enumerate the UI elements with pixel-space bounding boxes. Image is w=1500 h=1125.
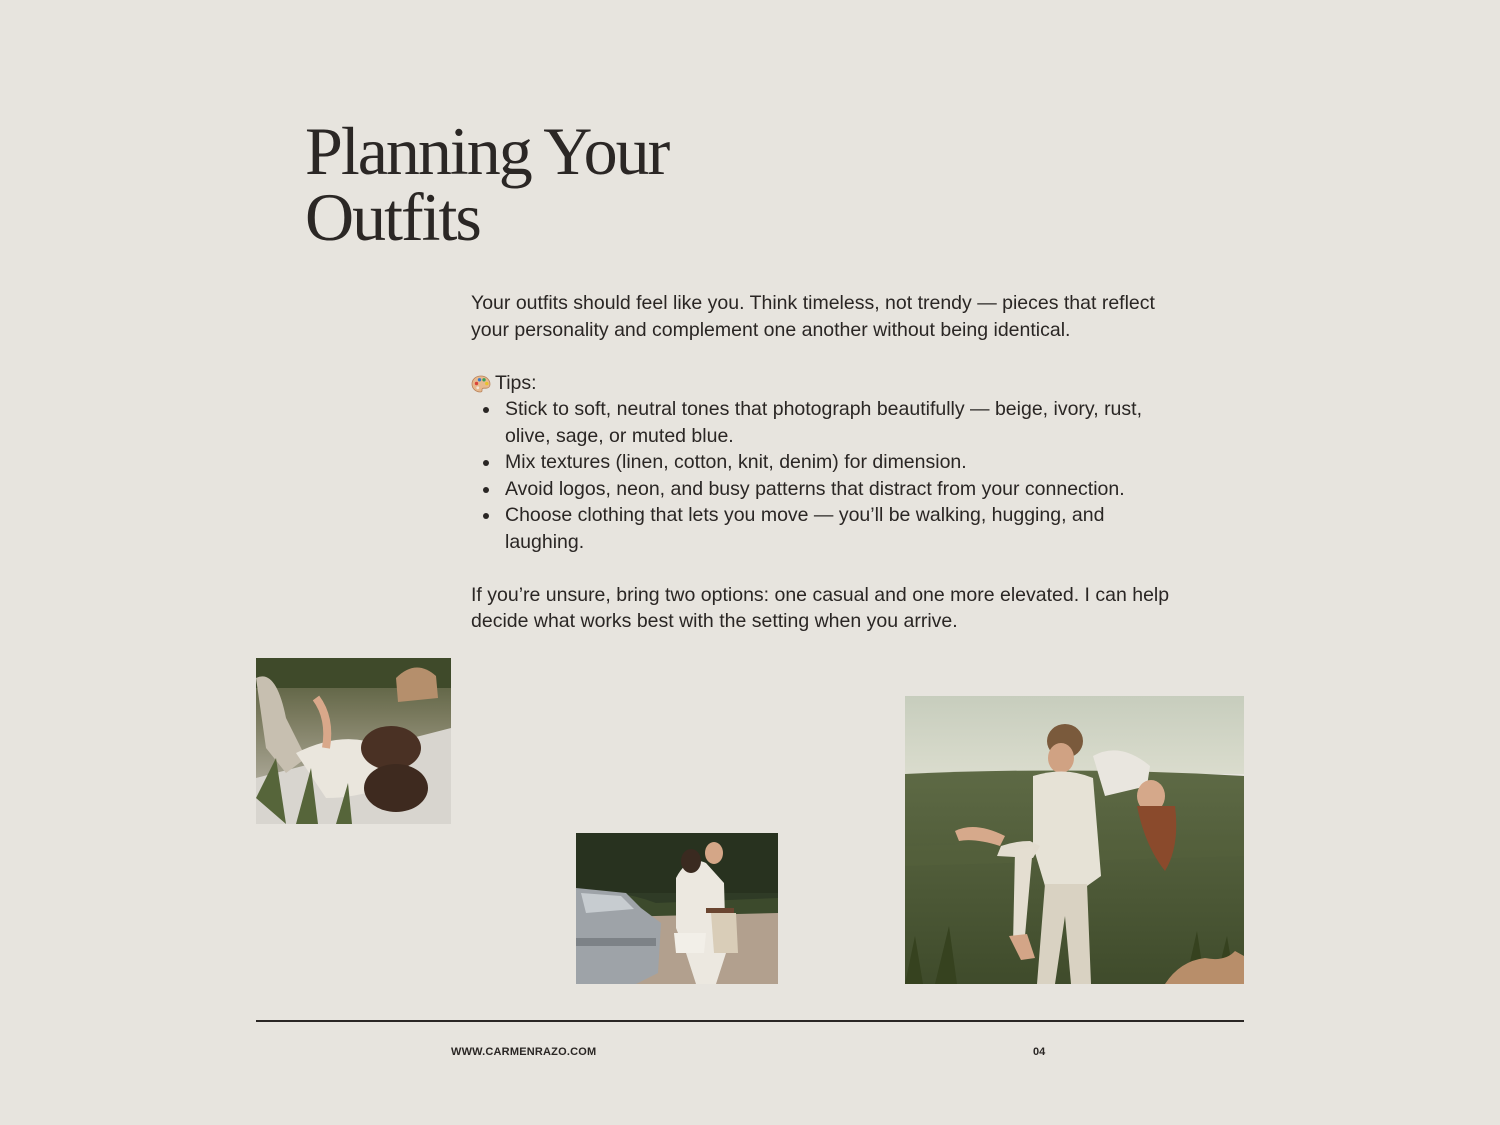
photo-couple-car bbox=[576, 833, 778, 984]
palette-icon bbox=[471, 374, 491, 392]
tips-heading bbox=[471, 370, 1171, 397]
footer-divider bbox=[256, 1020, 1244, 1022]
title-line-2: Outfits bbox=[305, 179, 480, 255]
list-item: Stick to soft, neutral tones that photograph beautifully — beige, ivory, rust, olive, sage, or muted blue. bbox=[471, 396, 1171, 449]
tips-list bbox=[471, 396, 1171, 555]
intro-paragraph: Your outfits should feel like you. Think timeless, not trendy — pieces that reflect your personality and complement one another without being identical. bbox=[471, 292, 1155, 341]
paragraph-gap bbox=[471, 343, 1171, 370]
list-item: Avoid logos, neon, and busy patterns that distract from your connection. bbox=[471, 476, 1171, 503]
tips-label: Tips: bbox=[495, 371, 537, 394]
footer-website: WWW.CARMENRAZO.COM bbox=[451, 1046, 597, 1058]
body-text bbox=[471, 290, 1171, 635]
photo-couple-lying bbox=[256, 658, 451, 824]
list-item: Choose clothing that lets you move — you’ll be walking, hugging, and laughing. bbox=[471, 502, 1171, 555]
title-line-1: Planning Your bbox=[305, 113, 669, 189]
photo-couple-field bbox=[905, 696, 1244, 984]
closing-paragraph: If you’re unsure, bring two options: one casual and one more elevated. I can help decide what works best with the setting when you arrive. bbox=[471, 583, 1170, 632]
page-title bbox=[305, 113, 905, 255]
list-item: Mix textures (linen, cotton, knit, denim) for dimension. bbox=[471, 449, 1171, 476]
page-number: 04 bbox=[1033, 1046, 1046, 1058]
paragraph-gap bbox=[471, 555, 1171, 582]
